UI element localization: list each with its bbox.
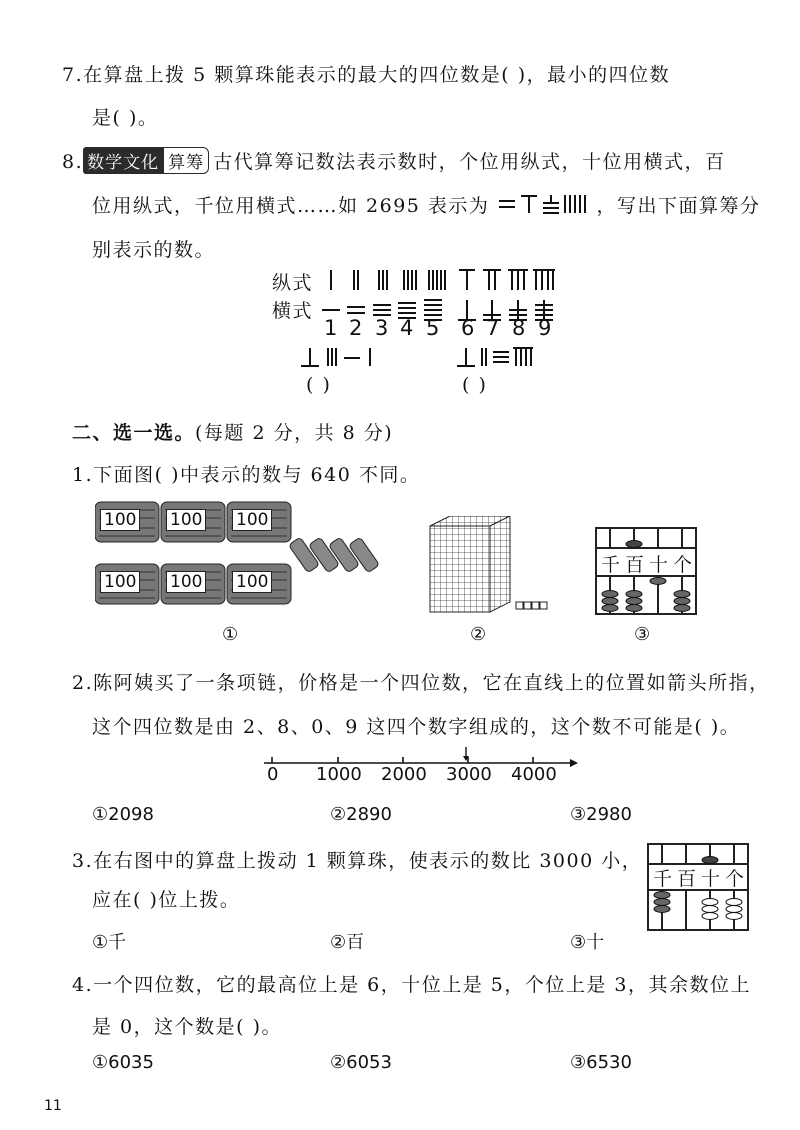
q3-line1: 3.在右图中的算盘上拨动 1 颗算珠，使表示的数比 3000 小，: [72, 850, 643, 872]
section-heading: 二、选一选。(每题 2 分，共 8 分): [72, 422, 394, 444]
q3-line2: 应在( )位上拨。: [92, 889, 241, 911]
q2-line2: 这个四位数是由 2、8、0、9 这四个数字组成的，这个数不可能是( )。: [92, 716, 741, 738]
q2-option-3[interactable]: ③2980: [570, 804, 632, 825]
bundle-label: 100: [166, 509, 206, 531]
q8-line1: 8. 数学文化 算筹 古代算筹记数法表示数时，个位用纵式，十位用横式，百: [62, 147, 726, 174]
q4-option-3[interactable]: ③6530: [570, 1052, 632, 1073]
q4-line1: 4.一个四位数，它的最高位上是 6，十位上是 5，个位上是 3，其余数位上: [72, 974, 752, 996]
bundle-label: 100: [100, 571, 140, 593]
q4-line2: 是 0，这个数是( )。: [92, 1016, 282, 1038]
q3-option-3[interactable]: ③十: [570, 932, 605, 953]
q4-option-2[interactable]: ②6053: [330, 1052, 392, 1073]
q4-option-1[interactable]: ①6035: [92, 1052, 154, 1073]
q1-option-2[interactable]: ②: [470, 624, 487, 645]
q3-option-2[interactable]: ②百: [330, 932, 365, 953]
rod-example-2695: [497, 193, 589, 215]
rod-blank-b: ( ): [462, 374, 488, 396]
q2-line1: 2.陈阿姨买了一条项链，价格是一个四位数，它在直线上的位置如箭头所指，: [72, 672, 770, 694]
heng-label: 横式: [272, 300, 314, 322]
bundle-label: 100: [232, 509, 272, 531]
rod-problem-a: [300, 346, 380, 370]
rod-digits: 1 2 3 4 5 6 7 8 9: [324, 316, 552, 340]
math-culture-tag: 数学文化: [83, 147, 163, 174]
q1-text: 1.下面图( )中表示的数与 640 不同。: [72, 464, 421, 486]
q7-line2: 是( )。: [92, 107, 159, 129]
bundle-label: 100: [232, 571, 272, 593]
q8-line3: 别表示的数。: [92, 239, 216, 261]
q1-option-3[interactable]: ③: [634, 624, 651, 645]
q2-option-1[interactable]: ①2098: [92, 804, 154, 825]
counting-rods-tag: 算筹: [163, 147, 209, 174]
bundle-label: 100: [166, 571, 206, 593]
rod-problem-b: [456, 346, 536, 370]
q8-line2: 位用纵式，千位用横式……如 2695 表示为 ，写出下面算筹分: [92, 195, 761, 217]
q3-option-1[interactable]: ①千: [92, 932, 127, 953]
q2-option-2[interactable]: ②2890: [330, 804, 392, 825]
q7-line1: 7.在算盘上拨 5 颗算珠能表示的最大的四位数是( )，最小的四位数: [62, 64, 671, 86]
page-number: 11: [44, 1098, 62, 1114]
bundle-label: 100: [100, 509, 140, 531]
cube-blocks-image: [410, 516, 550, 616]
rod-blank-a: ( ): [306, 374, 332, 396]
q1-option-1[interactable]: ①: [222, 624, 239, 645]
zong-label: 纵式: [272, 272, 314, 294]
